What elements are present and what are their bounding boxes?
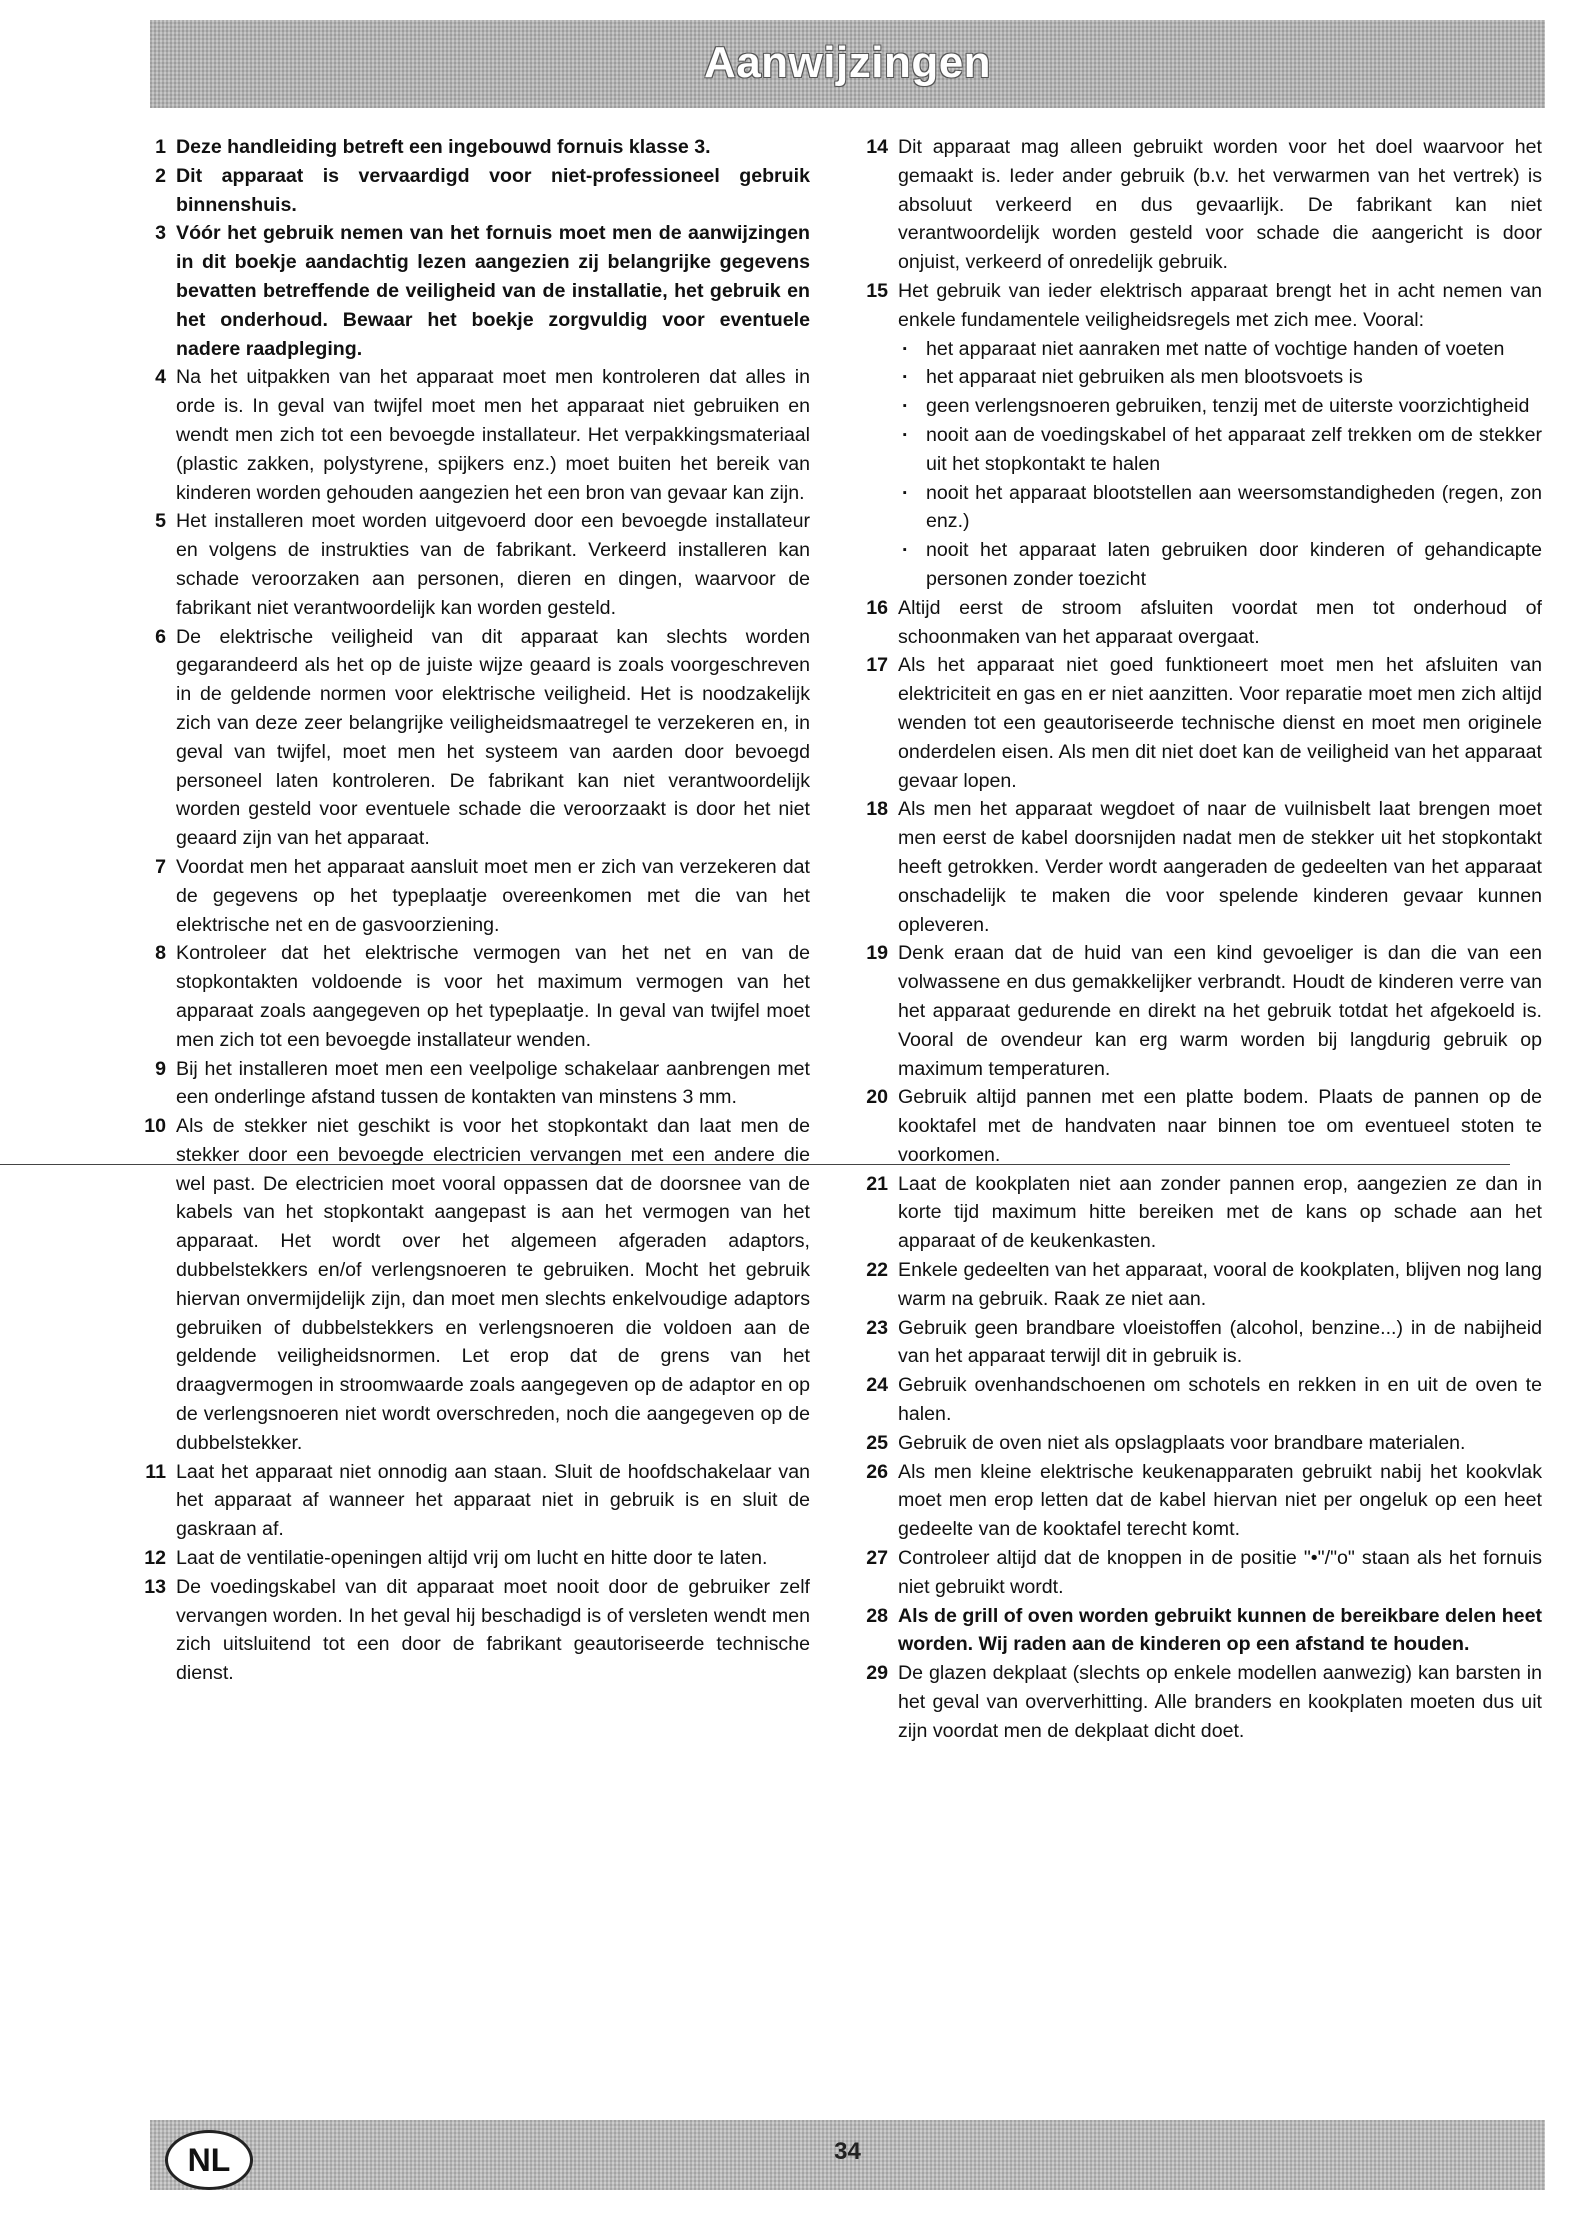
item-number: 26 — [866, 1460, 888, 1483]
item-number: 17 — [866, 654, 888, 677]
list-item — [852, 1083, 1542, 1169]
header-band — [150, 20, 1545, 108]
footer-band — [150, 2120, 1545, 2190]
item-body — [898, 277, 1542, 594]
page-number: 34 — [834, 2138, 861, 2165]
item-text: Gebruik de oven niet als opslagplaats voor brandbare materialen. — [898, 1431, 1466, 1454]
bullet-item: · het apparaat niet aanraken met natte of vochtige handen of voeten — [898, 335, 1542, 364]
right-column — [852, 133, 1542, 1746]
list-item — [852, 277, 1542, 594]
item-number: 21 — [866, 1172, 888, 1195]
item-number: 29 — [866, 1662, 888, 1685]
bullet-item: · het apparaat niet gebruiken als men blootsvoets is — [898, 363, 1542, 392]
item-text: Voordat men het apparaat aansluit moet men er zich van verzekeren dat de gegevens op het typeplaatje overeenkomen met die van het elektrische net en de gasvoorziening. — [176, 855, 810, 936]
item-text: Deze handleiding betreft een ingebouwd fornuis klasse 3. — [176, 136, 711, 158]
item-text: De elektrische veiligheid van dit apparaat kan slechts worden gegarandeerd als het op de juiste wijze geaard is zoals voorgeschreven in de geldende normen voor elektrische veiligheid. Het is noodzakelijk zich van deze zeer belangrijke veiligheidsmaatregel te verzekeren en, in geval van twijfel, moet men het systeem van aarden door bevoegd personeel laten kontroleren. De fabrikant kan niet verantwoordelijk worden gesteld voor eventuele schade die veroorzaakt is door het niet geaard zijn van het apparaat. — [176, 625, 810, 850]
bullet-item: · nooit het apparaat laten gebruiken door kinderen of gehandicapte personen zonder toezicht — [898, 536, 1542, 594]
item-text: Als men kleine elektrische keukenapparaten gebruikt nabij het kookvlak moet men erop letten dat de kabel hiervan niet per ongeluk op een heet gedeelte van de kooktafel terecht komt. — [898, 1460, 1542, 1541]
item-text: Vóór het gebruik nemen van het fornuis moet men de aanwijzingen in dit boekje aandachtig lezen aangezien zij belangrijke gegevens bevatten betreffende de veiligheid van de installatie, het gebruik en het onderhoud. Bewaar het boekje zorgvuldig voor eventuele nadere raadpleging. — [176, 222, 810, 360]
list-item — [130, 1573, 810, 1688]
item-text: Gebruik ovenhandschoenen om schotels en rekken in en uit de oven te halen. — [898, 1374, 1542, 1426]
bullet-item: · geen verlengsnoeren gebruiken, tenzij met de uiterste voorzichtigheid — [898, 392, 1542, 421]
list-item — [852, 594, 1542, 652]
item-text: Na het uitpakken van het apparaat moet men kontroleren dat alles in orde is. In geval van twijfel moet men het apparaat niet gebruiken en wendt men zich tot een bevoegde installateur. Het verpakkingsmateriaal (plastic zakken, polystyrene, spijkers enz.) moet buiten het bereik van kinderen worden gehouden aangezien het een bron van gevaar kan zijn. — [176, 366, 810, 504]
item-number: 23 — [866, 1316, 888, 1339]
list-item — [130, 1112, 810, 1458]
item-number: 20 — [866, 1086, 888, 1109]
list-item — [130, 853, 810, 939]
bullet-item: · nooit het apparaat blootstellen aan weersomstandigheden (regen, zon enz.) — [898, 479, 1542, 537]
item-text: Laat de ventilatie-openingen altijd vrij om lucht en hitte door te laten. — [176, 1547, 768, 1570]
item-text: Gebruik altijd pannen met een platte bodem. Plaats de pannen op de kooktafel met de handvaten naar binnen toe om eventueel stoten te voorkomen. — [898, 1086, 1542, 1166]
item-text: Dit apparaat mag alleen gebruikt worden voor het doel waarvoor het gemaakt is. Ieder ander gebruik (b.v. het verwarmen van het vertrek) is absoluut verkeerd en dus gevaarlijk. De fabrikant kan niet verantwoordelijk worden gesteld voor schade die aangericht is door onjuist, verkeerd of onredelijk gebruik. — [898, 136, 1542, 274]
list-item — [852, 1659, 1542, 1745]
item-text: Kontroleer dat het elektrische vermogen van het net en van de stopkontakten voldoende is voor het maximum vermogen van het apparaat zoals aangegeven op het typeplaatje. In geval van twijfel moet men zich tot een bevoegde installateur wenden. — [176, 942, 810, 1051]
item-number: 8 — [155, 942, 166, 965]
page-title: Aanwijzingen — [703, 38, 992, 87]
list-item — [852, 1544, 1542, 1602]
item-number: 18 — [866, 798, 888, 821]
list-item — [130, 507, 810, 622]
item-number: 24 — [866, 1374, 888, 1397]
item-text: Het installeren moet worden uitgevoerd door een bevoegde installateur en volgens de instrukties van de fabrikant. Verkeerd installeren kan schade veroorzaken aan personen, dieren en dingen, waarvoor de fabrikant niet verantwoordelijk kan worden gesteld. — [176, 510, 810, 619]
item-number: 12 — [144, 1547, 166, 1570]
bullet-item: · nooit aan de voedingskabel of het apparaat zelf trekken om de stekker uit het stopkontakt te halen — [898, 421, 1542, 479]
list-item — [852, 1602, 1542, 1660]
item-number: 2 — [155, 164, 166, 187]
item-text: Gebruik geen brandbare vloeistoffen (alcohol, benzine...) in de nabijheid van het apparaat terwijl dit in gebruik is. — [898, 1316, 1542, 1368]
item-number: 14 — [866, 136, 888, 158]
item-text: Als de grill of oven worden gebruikt kunnen de bereikbare delen heet worden. Wij raden aan de kinderen op een afstand te houden. — [898, 1604, 1542, 1656]
item-number: 22 — [866, 1259, 888, 1282]
list-item — [852, 1170, 1542, 1256]
item-number: 4 — [155, 366, 166, 389]
list-item — [130, 363, 810, 507]
item-text: Bij het installeren moet men een veelpolige schakelaar aanbrengen met een onderlinge afstand tussen de kontakten van minstens 3 mm. — [176, 1057, 810, 1109]
list-item — [130, 219, 810, 363]
item-text: De glazen dekplaat (slechts op enkele modellen aanwezig) kan barsten in het geval van oververhitting. Alle branders en kookplaten moeten dus uit zijn voordat men de dekplaat dicht doet. — [898, 1662, 1542, 1742]
item-number: 27 — [866, 1547, 888, 1570]
item-number: 15 — [866, 279, 888, 302]
bullet-list — [898, 335, 1542, 594]
list-item — [130, 623, 810, 853]
list-item — [852, 1458, 1542, 1544]
item-number: 3 — [155, 222, 166, 245]
item-text: Denk eraan dat de huid van een kind gevoeliger is dan die van een volwassene en dus gemakkelijker verbrandt. Houdt de kinderen verre van het apparaat gedurende en direkt na het gebruik totdat het afgekoeld is. Vooral de ovendeur kan erg warm worden bij langdurig gebruik op maximum temperaturen. — [898, 942, 1542, 1080]
list-item — [852, 651, 1542, 795]
list-item — [852, 133, 1542, 277]
list-item — [852, 1256, 1542, 1314]
item-text: Controleer altijd dat de knoppen in de positie "•"/"o" staan als het fornuis niet gebruikt wordt. — [898, 1547, 1542, 1598]
item-text: Enkele gedeelten van het apparaat, vooral de kookplaten, blijven nog lang warm na gebruik. Raak ze niet aan. — [898, 1259, 1542, 1310]
language-badge: NL — [165, 2130, 253, 2190]
list-item — [852, 1314, 1542, 1372]
list-item — [852, 1371, 1542, 1429]
list-item — [130, 162, 810, 220]
item-text: Dit apparaat is vervaardigd voor niet-professioneel gebruik binnenshuis. — [176, 164, 810, 216]
list-item — [130, 1055, 810, 1113]
left-column — [130, 133, 810, 1688]
item-text: Het gebruik van ieder elektrisch apparaat brengt het in acht nemen van enkele fundamentele veiligheidsregels met zich mee. Vooral: — [898, 279, 1542, 331]
item-text: Laat de kookplaten niet aan zonder pannen erop, aangezien ze dan in korte tijd maximum hitte bereiken met de kans op schade aan het apparaat of de keukenkasten. — [898, 1172, 1542, 1253]
item-number: 25 — [866, 1431, 888, 1454]
list-item — [130, 133, 810, 162]
list-item — [852, 1429, 1542, 1458]
item-number: 6 — [155, 625, 166, 648]
list-item — [130, 1458, 810, 1544]
item-number: 7 — [155, 855, 166, 878]
item-text: Laat het apparaat niet onnodig aan staan. Sluit de hoofdschakelaar van het apparaat af wanneer het apparaat niet in gebruik is en sluit de gaskraan af. — [176, 1460, 810, 1541]
item-text: De voedingskabel van dit apparaat moet nooit door de gebruiker zelf vervangen worden. In het geval hij beschadigd is of versleten wendt men zich uitsluitend tot een door de fabrikant geautoriseerde technische dienst. — [176, 1575, 810, 1685]
item-text: Als men het apparaat wegdoet of naar de vuilnisbelt laat brengen moet men eerst de kabel doorsnijden nadat men de stekker uit het stopkontakt heeft getrokken. Verder wordt aangeraden de gedeelten van het apparaat onschadelijk te maken die voor spelende kinderen gevaar kunnen opleveren. — [898, 798, 1542, 936]
item-text: Als de stekker niet geschikt is voor het stopkontakt dan laat men de stekker door een bevoegde electricien vervangen met een andere die wel past. De electricien moet vooral oppassen dat de doorsnee van de kabels van het stopkontakt aangepast is aan het vermogen van het apparaat. Het wordt over het algemeen afgeraden adaptors, dubbelstekkers en/of verlengsnoeren te gebruiken. Mocht het gebruik hiervan onvermijdelijk zijn, dan moet men slechts enkelvoudige adaptors gebruiken of dubbelstekkers en verlengsnoeren die voldoen aan de geldende veiligheidsnormen. Let erop dat de grens van het draagvermogen in stroomwaarde zoals aangegeven op de adaptor en op de verlengsnoeren niet wordt overschreden, noch die aangegeven op de dubbelstekker. — [176, 1115, 810, 1454]
item-number: 16 — [866, 596, 888, 619]
item-number: 10 — [144, 1115, 166, 1138]
list-item — [852, 939, 1542, 1083]
item-number: 11 — [145, 1460, 166, 1483]
item-number: 13 — [144, 1575, 166, 1598]
item-number: 9 — [155, 1057, 166, 1080]
item-text: Als het apparaat niet goed funktioneert moet men het afsluiten van elektriciteit en gas en er niet aanzitten. Voor reparatie moet men zich altijd wenden tot een geautoriseerde technische dienst en moet men originele onderdelen eisen. Als men dit niet doet kan de veiligheid van het apparaat gevaar lopen. — [898, 654, 1542, 792]
item-number: 28 — [866, 1604, 888, 1627]
list-item — [130, 1544, 810, 1573]
item-number: 1 — [155, 136, 166, 158]
item-number: 5 — [155, 510, 166, 533]
list-item — [130, 939, 810, 1054]
list-item — [852, 795, 1542, 939]
item-text: Altijd eerst de stroom afsluiten voordat men tot onderhoud of schoonmaken van het apparaat overgaat. — [898, 596, 1542, 648]
item-number: 19 — [866, 942, 888, 965]
